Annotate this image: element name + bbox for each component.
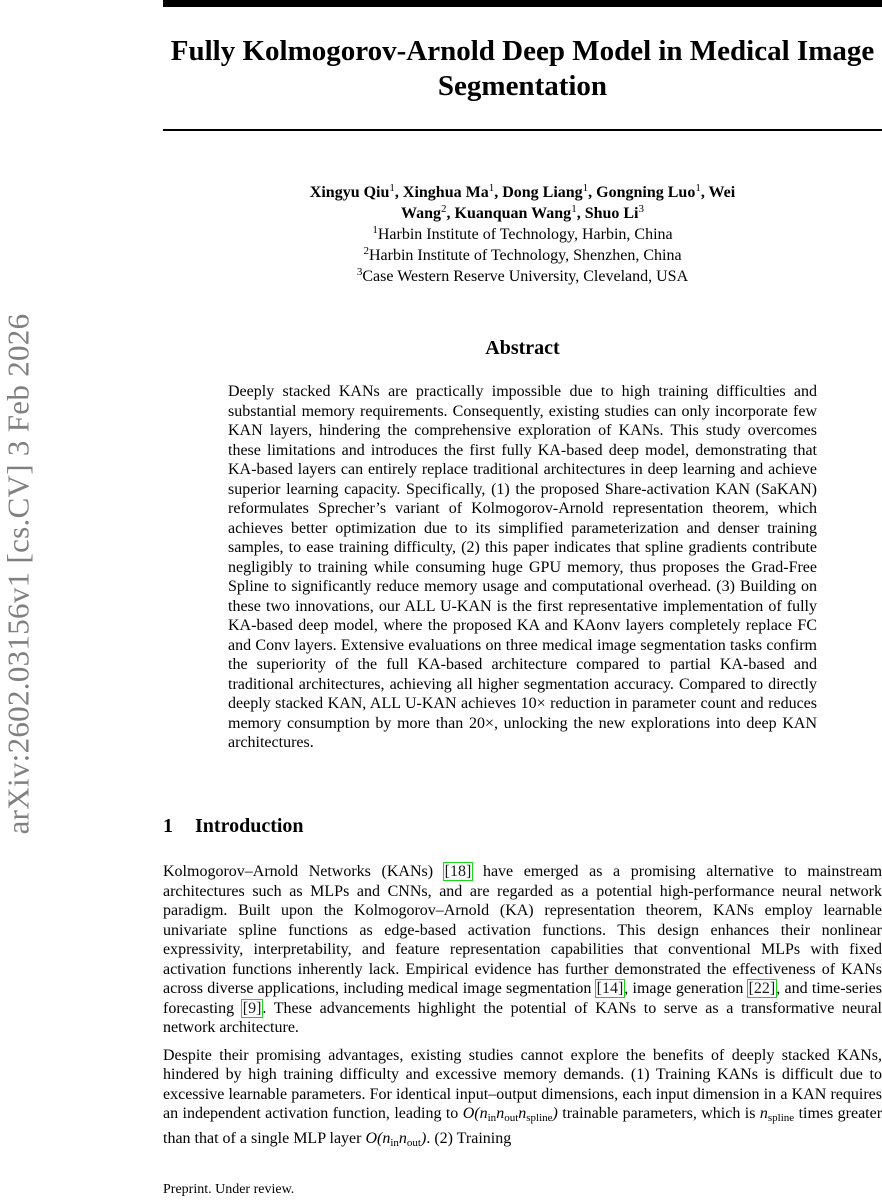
title-rule <box>163 129 882 131</box>
footer-note: Preprint. Under review. <box>163 1182 295 1197</box>
author-names <box>288 182 758 224</box>
math-expression: $n_{spline}$ <box>759 1105 795 1124</box>
affiliation: $^1$Harbin Institute of Technology, Harbin, China <box>372 224 673 243</box>
affiliation: $^3$Case Western Reserve University, Cleveland, USA <box>356 266 689 285</box>
paragraph: Kolmogorov–Arnold Networks (KANs) [18] have emerged as a promising alternative to mainstream architectures such as MLPs and CNNs, and are regarded as a potential high-performance neural network paradigm. Built upon the Kolmogorov–Arnold (KA) representation theorem, KANs employ learnable univariate spline functions as edge-based activation functions. This design enhances their nonlinear expressivity, interpretability, and feature representation capabilities that conventional MLPs with fixed activation functions inherently lack. Empirical evidence has further demonstrated the effectiveness of KANs across diverse applications, including medical image segmentation [14], image generation [22], and time-series forecasting [9]. These advancements highlight the potential of KANs to serve as a transformative neural network architecture. <box>163 863 882 1036</box>
section-number: 1 <box>163 815 173 837</box>
citation-link[interactable]: [18] <box>444 863 472 880</box>
paper-title: Fully Kolmogorov-Arnold Deep Model in Medical Image Segmentation <box>170 35 875 102</box>
author: Xinghua Ma$^1$, <box>402 182 503 201</box>
author: Wei Wang$^2$, <box>401 184 736 222</box>
author: Gongning Luo$^1$, <box>596 182 705 201</box>
paragraph: Despite their promising advantages, existing studies cannot explore the benefits of deeply stacked KANs, hindered by high training difficulty and excessive memory demands. (1) Training KANs is difficult due to excessive learnable parameters. For identical input–output dimensions, each input dimension in a KAN requires an independent activation function, leading to $O(n_{in}n_{out}n_{spline})$ trainable parameters, which is $n_{spline}$ times greater than that of a single MLP layer $O(n_{in}n_{out})$. (2) Training <box>163 1046 882 1149</box>
section-title: Introduction <box>195 815 304 837</box>
affiliation: $^2$Harbin Institute of Technology, Shenzhen, China <box>363 245 682 264</box>
top-rule <box>163 0 882 7</box>
author-block <box>163 182 882 287</box>
author: Shuo Li$^3$ <box>584 203 644 222</box>
introduction-body <box>163 862 882 1161</box>
citation-link[interactable]: [9] <box>242 999 262 1017</box>
author: Xingyu Qiu$^1$, <box>309 182 403 201</box>
abstract-heading: Abstract <box>485 337 560 359</box>
arxiv-identifier: arXiv:2602.03156v1 [cs.CV] 3 Feb 2026 <box>0 313 35 835</box>
section-heading <box>163 815 304 838</box>
author: Kuanquan Wang$^1$, <box>454 203 585 222</box>
author: Dong Liang$^1$, <box>502 182 597 201</box>
citation-link[interactable]: [22] <box>748 980 776 997</box>
citation-link[interactable]: [14] <box>596 980 624 997</box>
math-expression: $O(n_{in}n_{out})$ <box>365 1129 427 1149</box>
arxiv-identifier-sidebar <box>0 264 36 884</box>
math-expression: $O(n_{in}n_{out}n_{spline})$ <box>462 1105 558 1124</box>
abstract-text: Deeply stacked KANs are practically impossible due to high training difficulties and substantial memory requirements. Consequently, existing studies can only incorporate few KAN layers, hindering the comprehensive exploration of KANs. This study overcomes these limitations and introduces the first fully KA-based deep model, demonstrating that KA-based layers can entirely replace traditional architectures in deep learning and achieve superior learning capacity. Specifically, (1) the proposed Share-activation KAN (SaKAN) reformulates Sprecher’s variant of Kolmogorov-Arnold representation theorem, which achieves better optimization due to its simplified parameterization and denser training samples, to ease training difficulty, (2) this paper indicates that spline gradients contribute negligibly to training while consuming huge GPU memory, thus proposes the Grad-Free Spline to significantly reduce memory usage and computational overhead. (3) Building on these two innovations, our ALL U-KAN is the first representative implementation of fully KA-based deep model, where the proposed KA and KAonv layers completely replace FC and Conv layers. Extensive evaluations on three medical image segmentation tasks confirm the superiority of the full KA-based architecture compared to partial KA-based and traditional architectures, achieving all higher segmentation accuracy. Compared to directly deeply stacked KAN, ALL U-KAN achieves 10× reduction in parameter count and reduces memory consumption by more than 20×, unlocking the new explorations into deep KAN architectures. <box>228 383 817 751</box>
